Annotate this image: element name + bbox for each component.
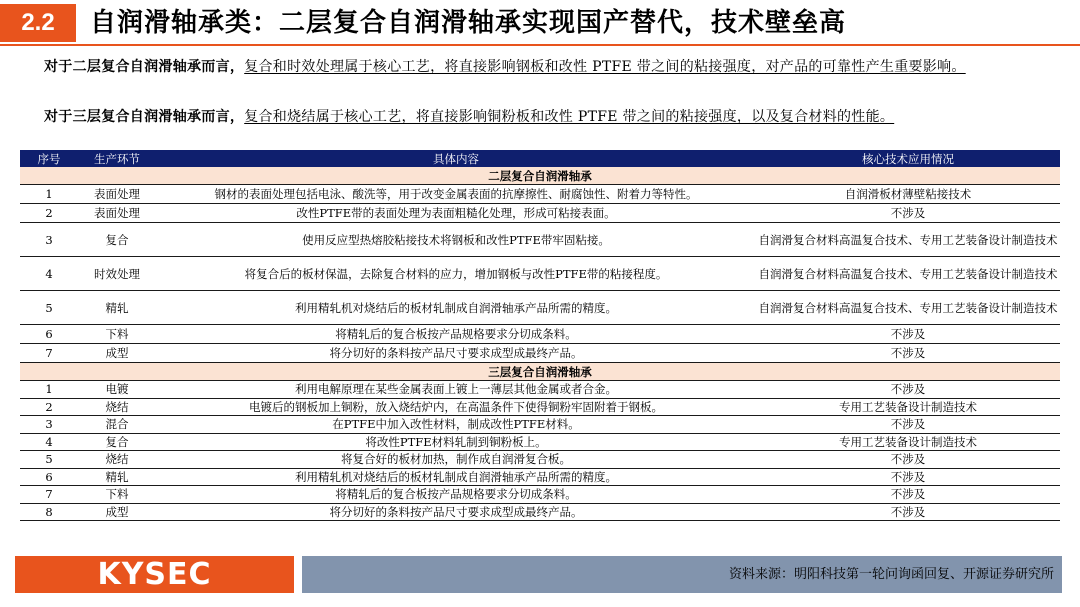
cell-content: 钢材的表面处理包括电泳、酸洗等，用于改变金属表面的抗摩擦性、耐腐蚀性、附着力等特性。 xyxy=(156,185,756,204)
intro-paragraph-2 xyxy=(44,108,1044,126)
cell-tech: 不涉及 xyxy=(756,344,1060,363)
cell-content: 将改性PTFE材料轧制到铜粉板上。 xyxy=(156,433,756,451)
cell-index: 4 xyxy=(20,433,78,451)
cell-stage: 精轧 xyxy=(78,291,156,325)
cell-index: 3 xyxy=(20,223,78,257)
process-table xyxy=(20,150,1060,521)
title-divider xyxy=(0,44,1080,46)
cell-tech: 不涉及 xyxy=(756,381,1060,399)
cell-content: 将分切好的条料按产品尺寸要求成型成最终产品。 xyxy=(156,344,756,363)
cell-content: 将精轧后的复合板按产品规格要求分切成条料。 xyxy=(156,325,756,344)
intro-text: 复合和烧结属于核心工艺，将直接影响铜粉板和改性 PTFE 带之间的粘接强度，以及复合材料的性能。 xyxy=(244,109,895,125)
cell-index: 2 xyxy=(20,398,78,416)
cell-content: 改性PTFE带的表面处理为表面粗糙化处理，形成可粘接表面。 xyxy=(156,204,756,223)
cell-tech: 专用工艺装备设计制造技术 xyxy=(756,433,1060,451)
cell-tech: 自润滑复合材料高温复合技术、专用工艺装备设计制造技术 xyxy=(756,291,1060,325)
cell-tech: 不涉及 xyxy=(756,416,1060,434)
table-row xyxy=(20,503,1060,521)
table-row xyxy=(20,223,1060,257)
cell-content: 利用精轧机对烧结后的板材轧制成自润滑轴承产品所需的精度。 xyxy=(156,291,756,325)
cell-tech: 不涉及 xyxy=(756,468,1060,486)
cell-content: 将复合好的板材加热，制作成自润滑复合板。 xyxy=(156,451,756,469)
cell-tech: 不涉及 xyxy=(756,204,1060,223)
table-row xyxy=(20,381,1060,399)
cell-stage: 电镀 xyxy=(78,381,156,399)
table-row xyxy=(20,257,1060,291)
cell-tech: 不涉及 xyxy=(756,486,1060,504)
cell-stage: 精轧 xyxy=(78,468,156,486)
table-row xyxy=(20,325,1060,344)
col-header-content: 具体内容 xyxy=(156,150,756,167)
cell-stage: 下料 xyxy=(78,325,156,344)
cell-index: 5 xyxy=(20,451,78,469)
cell-stage: 烧结 xyxy=(78,398,156,416)
source-bar xyxy=(302,556,1062,593)
cell-tech: 专用工艺装备设计制造技术 xyxy=(756,398,1060,416)
col-header-index: 序号 xyxy=(20,150,78,167)
cell-stage: 成型 xyxy=(78,344,156,363)
section-title: 三层复合自润滑轴承 xyxy=(20,363,1060,381)
table-row xyxy=(20,486,1060,504)
table-row xyxy=(20,204,1060,223)
cell-tech: 不涉及 xyxy=(756,503,1060,521)
cell-tech: 自润滑板材薄壁粘接技术 xyxy=(756,185,1060,204)
cell-index: 6 xyxy=(20,468,78,486)
cell-index: 1 xyxy=(20,381,78,399)
cell-content: 电镀后的钢板加上铜粉，放入烧结炉内，在高温条件下使得铜粉牢固附着于钢板。 xyxy=(156,398,756,416)
table-row xyxy=(20,291,1060,325)
intro-lead: 对于三层复合自润滑轴承而言， xyxy=(44,109,245,125)
cell-index: 7 xyxy=(20,344,78,363)
table-row xyxy=(20,398,1060,416)
cell-stage: 烧结 xyxy=(78,451,156,469)
cell-index: 4 xyxy=(20,257,78,291)
cell-tech: 不涉及 xyxy=(756,451,1060,469)
table-section-row xyxy=(20,167,1060,185)
source-text: 资料来源：明阳科技第一轮问询函回复、开源证券研究所 xyxy=(728,567,1054,582)
cell-stage: 时效处理 xyxy=(78,257,156,291)
cell-content: 利用精轧机对烧结后的板材轧制成自润滑轴承产品所需的精度。 xyxy=(156,468,756,486)
cell-index: 8 xyxy=(20,503,78,521)
cell-stage: 下料 xyxy=(78,486,156,504)
table-header-row xyxy=(20,150,1060,167)
cell-tech: 不涉及 xyxy=(756,325,1060,344)
table-row xyxy=(20,468,1060,486)
cell-stage: 成型 xyxy=(78,503,156,521)
table-section-row xyxy=(20,363,1060,381)
cell-index: 5 xyxy=(20,291,78,325)
cell-tech: 自润滑复合材料高温复合技术、专用工艺装备设计制造技术 xyxy=(756,257,1060,291)
cell-content: 使用反应型热熔胶粘接技术将钢板和改性PTFE带牢固粘接。 xyxy=(156,223,756,257)
table-row xyxy=(20,433,1060,451)
logo-text: KYSEC xyxy=(97,557,212,592)
cell-stage: 表面处理 xyxy=(78,185,156,204)
cell-content: 在PTFE中加入改性材料，制成改性PTFE材料。 xyxy=(156,416,756,434)
cell-content: 利用电解原理在某些金属表面上镀上一薄层其他金属或者合金。 xyxy=(156,381,756,399)
col-header-tech: 核心技术应用情况 xyxy=(756,150,1060,167)
cell-tech: 自润滑复合材料高温复合技术、专用工艺装备设计制造技术 xyxy=(756,223,1060,257)
col-header-stage: 生产环节 xyxy=(78,150,156,167)
cell-index: 7 xyxy=(20,486,78,504)
cell-content: 将复合后的板材保温，去除复合材料的应力，增加钢板与改性PTFE带的粘接程度。 xyxy=(156,257,756,291)
section-number: 2.2 xyxy=(0,4,76,42)
intro-text: 复合和时效处理属于核心工艺，将直接影响钢板和改性 PTFE 带之间的粘接强度，对产品的可靠性产生重要影响。 xyxy=(244,59,966,75)
table-row xyxy=(20,451,1060,469)
cell-index: 1 xyxy=(20,185,78,204)
intro-paragraph-1 xyxy=(44,58,1044,76)
cell-content: 将精轧后的复合板按产品规格要求分切成条料。 xyxy=(156,486,756,504)
page-title: 自润滑轴承类：二层复合自润滑轴承实现国产替代，技术壁垒高 xyxy=(90,8,847,38)
cell-stage: 复合 xyxy=(78,433,156,451)
cell-stage: 表面处理 xyxy=(78,204,156,223)
table-row xyxy=(20,185,1060,204)
table-row xyxy=(20,344,1060,363)
intro-lead: 对于二层复合自润滑轴承而言， xyxy=(44,59,245,75)
cell-index: 2 xyxy=(20,204,78,223)
cell-index: 6 xyxy=(20,325,78,344)
table-row xyxy=(20,416,1060,434)
kysec-logo xyxy=(15,556,294,593)
cell-index: 3 xyxy=(20,416,78,434)
cell-stage: 混合 xyxy=(78,416,156,434)
section-title: 二层复合自润滑轴承 xyxy=(20,167,1060,185)
cell-content: 将分切好的条料按产品尺寸要求成型成最终产品。 xyxy=(156,503,756,521)
cell-stage: 复合 xyxy=(78,223,156,257)
